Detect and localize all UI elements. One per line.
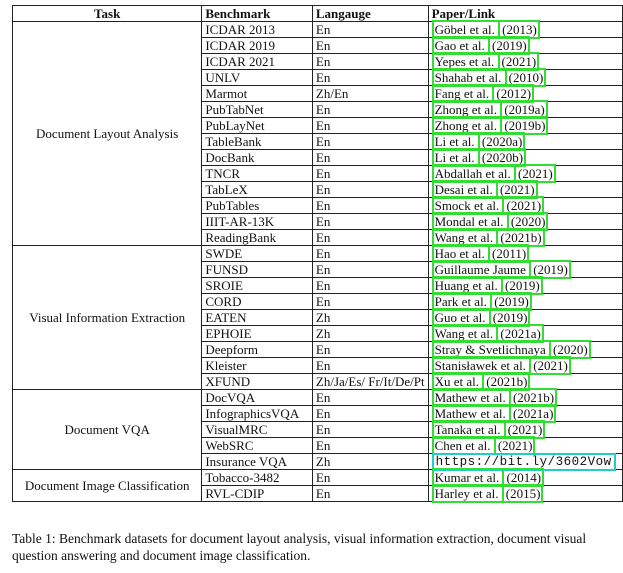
language-cell: En xyxy=(312,422,428,438)
citation-author: Fang et al. xyxy=(434,85,490,101)
citation-author: Tanaka et al. xyxy=(434,421,501,437)
citation-author: Yepes et al. xyxy=(434,53,495,69)
benchmark-cell: EATEN xyxy=(202,310,313,326)
language-cell: En xyxy=(312,22,428,38)
benchmark-cell: PubTables xyxy=(202,198,313,214)
paper-url-link[interactable]: https://bit.ly/3602Vow xyxy=(432,453,616,471)
citation-year: (2021) xyxy=(498,54,537,69)
citation-year: (2021) xyxy=(514,166,553,181)
language-cell: En xyxy=(312,54,428,70)
language-cell: En xyxy=(312,70,428,86)
citation-year: (2021) xyxy=(502,198,541,213)
citation-author: Park et al. xyxy=(434,293,487,309)
citation-author: Abdallah et al. xyxy=(434,165,511,181)
language-cell: En xyxy=(312,214,428,230)
language-cell: En xyxy=(312,358,428,374)
table-row xyxy=(13,22,623,38)
citation-author: Zhong et al. xyxy=(434,101,498,117)
language-cell: En xyxy=(312,118,428,134)
language-cell: En xyxy=(312,486,428,502)
citation-author: Gao et al. xyxy=(434,37,485,53)
benchmark-cell: PubTabNet xyxy=(202,102,313,118)
benchmark-cell: ICDAR 2021 xyxy=(202,54,313,70)
citation-year: (2021) xyxy=(494,438,533,453)
language-cell: En xyxy=(312,390,428,406)
citation-year: (2019b) xyxy=(500,118,545,133)
citation-author: Xu et al. xyxy=(434,373,479,389)
citation-author: Li et al. xyxy=(434,149,475,165)
citation-author: Guo et al. xyxy=(434,309,486,325)
benchmark-cell: DocBank xyxy=(202,150,313,166)
citation-author: Harley et al. xyxy=(434,485,499,501)
citation-author: Kumar et al. xyxy=(434,469,500,485)
citation-year: (2021b) xyxy=(482,374,527,389)
language-cell: En xyxy=(312,182,428,198)
citation-author: Chen et al. xyxy=(434,437,491,453)
language-cell: En xyxy=(312,166,428,182)
benchmark-cell: VisualMRC xyxy=(202,422,313,438)
benchmark-cell: ReadingBank xyxy=(202,230,313,246)
citation-year: (2012) xyxy=(492,86,531,101)
benchmark-cell: CORD xyxy=(202,294,313,310)
citation-author: Desai et al. xyxy=(434,181,493,197)
language-cell: En xyxy=(312,230,428,246)
citation-author: Li et al. xyxy=(434,133,475,149)
benchmark-cell: PubLayNet xyxy=(202,118,313,134)
language-cell: Zh xyxy=(312,454,428,470)
citation-year: (2015) xyxy=(502,486,541,501)
language-cell: Zh xyxy=(312,326,428,342)
language-cell: En xyxy=(312,198,428,214)
citation-year: (2021b) xyxy=(496,230,541,245)
language-cell: En xyxy=(312,342,428,358)
citation-year: (2020a) xyxy=(478,134,522,149)
language-cell: Zh/En xyxy=(312,86,428,102)
header-paper-link: Paper/Link xyxy=(428,6,622,22)
benchmark-cell: Tobacco-3482 xyxy=(202,470,313,486)
citation-year: (2019) xyxy=(488,38,527,53)
citation-year: (2019) xyxy=(490,294,529,309)
citation-author: Smock et al. xyxy=(434,197,500,213)
benchmark-cell: UNLV xyxy=(202,70,313,86)
language-cell: En xyxy=(312,102,428,118)
benchmark-cell: SROIE xyxy=(202,278,313,294)
language-cell: En xyxy=(312,262,428,278)
citation-author: Zhong et al. xyxy=(434,117,498,133)
language-cell: En xyxy=(312,278,428,294)
citation-year: (2021a) xyxy=(509,406,553,421)
task-cell: Document VQA xyxy=(13,390,202,470)
table-body xyxy=(13,22,623,502)
benchmark-cell: TabLeX xyxy=(202,182,313,198)
benchmark-cell: ICDAR 2013 xyxy=(202,22,313,38)
language-cell: En xyxy=(312,294,428,310)
language-cell: En xyxy=(312,406,428,422)
benchmark-cell: FUNSD xyxy=(202,262,313,278)
citation-author: Guillaume Jaume xyxy=(434,261,526,277)
language-cell: En xyxy=(312,246,428,262)
citation-author: Stanisławek et al. xyxy=(434,357,526,373)
language-cell: En xyxy=(312,438,428,454)
benchmark-cell: Kleister xyxy=(202,358,313,374)
citation-year: (2010) xyxy=(505,70,544,85)
citation-author: Göbel et al. xyxy=(434,21,495,37)
language-cell: En xyxy=(312,38,428,54)
language-cell: En xyxy=(312,134,428,150)
citation-author: Mondal et al. xyxy=(434,213,504,229)
task-cell: Document Layout Analysis xyxy=(13,22,202,246)
citation-year: (2011) xyxy=(488,246,526,261)
benchmark-cell: DocVQA xyxy=(202,390,313,406)
citation-year: (2020b) xyxy=(478,150,523,165)
header-task: Task xyxy=(13,6,202,22)
citation-author: Shahab et al. xyxy=(434,69,502,85)
benchmark-cell: TableBank xyxy=(202,134,313,150)
citation-author: Huang et al. xyxy=(434,277,498,293)
citation-author: Mathew et al. xyxy=(434,389,506,405)
header-language: Langauge xyxy=(312,6,428,22)
header-benchmark: Benchmark xyxy=(202,6,313,22)
benchmark-table xyxy=(12,5,623,502)
language-cell: Zh xyxy=(312,310,428,326)
benchmark-cell: InfographicsVQA xyxy=(202,406,313,422)
benchmark-cell: Insurance VQA xyxy=(202,454,313,470)
citation-year: (2013) xyxy=(498,22,537,37)
benchmark-cell: TNCR xyxy=(202,166,313,182)
citation-year: (2020) xyxy=(507,214,546,229)
citation-author: Stray & Svetlichnaya xyxy=(434,341,546,357)
language-cell: En xyxy=(312,470,428,486)
benchmark-cell: Deepform xyxy=(202,342,313,358)
benchmark-cell: SWDE xyxy=(202,246,313,262)
citation-year: (2021) xyxy=(504,422,543,437)
benchmark-cell: IIIT-AR-13K xyxy=(202,214,313,230)
citation-year: (2021) xyxy=(496,182,535,197)
citation-year: (2019) xyxy=(529,262,568,277)
language-cell: Zh/Ja/Es/ Fr/It/De/Pt xyxy=(312,374,428,390)
benchmark-cell: RVL-CDIP xyxy=(202,486,313,502)
table-caption: Table 1: Benchmark datasets for document layout analysis, visual information extraction, document visual question answering and document image classification. xyxy=(12,531,587,563)
citation-year: (2021b) xyxy=(509,390,554,405)
citation-year: (2019) xyxy=(489,310,528,325)
benchmark-cell: Marmot xyxy=(202,86,313,102)
task-cell: Document Image Classification xyxy=(13,470,202,502)
paper-cell xyxy=(428,438,622,454)
citation-year: (2019) xyxy=(501,278,540,293)
paper-cell xyxy=(428,486,622,502)
citation-author: Wang et al. xyxy=(434,325,494,341)
task-cell: Visual Information Extraction xyxy=(13,246,202,390)
benchmark-cell: EPHOIE xyxy=(202,326,313,342)
citation-year: (2021) xyxy=(529,358,568,373)
citation-year: (2021a) xyxy=(496,326,540,341)
citation-author: Hao et al. xyxy=(434,245,485,261)
language-cell: En xyxy=(312,150,428,166)
citation-link[interactable] xyxy=(432,484,544,503)
citation-author: Wang et al. xyxy=(434,229,494,245)
citation-year: (2020) xyxy=(549,342,588,357)
benchmark-cell: XFUND xyxy=(202,374,313,390)
citation-author: Mathew et al. xyxy=(434,405,506,421)
benchmark-cell: WebSRC xyxy=(202,438,313,454)
citation-year: (2014) xyxy=(502,470,541,485)
benchmark-cell: ICDAR 2019 xyxy=(202,38,313,54)
citation-year: (2019a) xyxy=(500,102,544,117)
citation-link[interactable] xyxy=(432,436,536,455)
